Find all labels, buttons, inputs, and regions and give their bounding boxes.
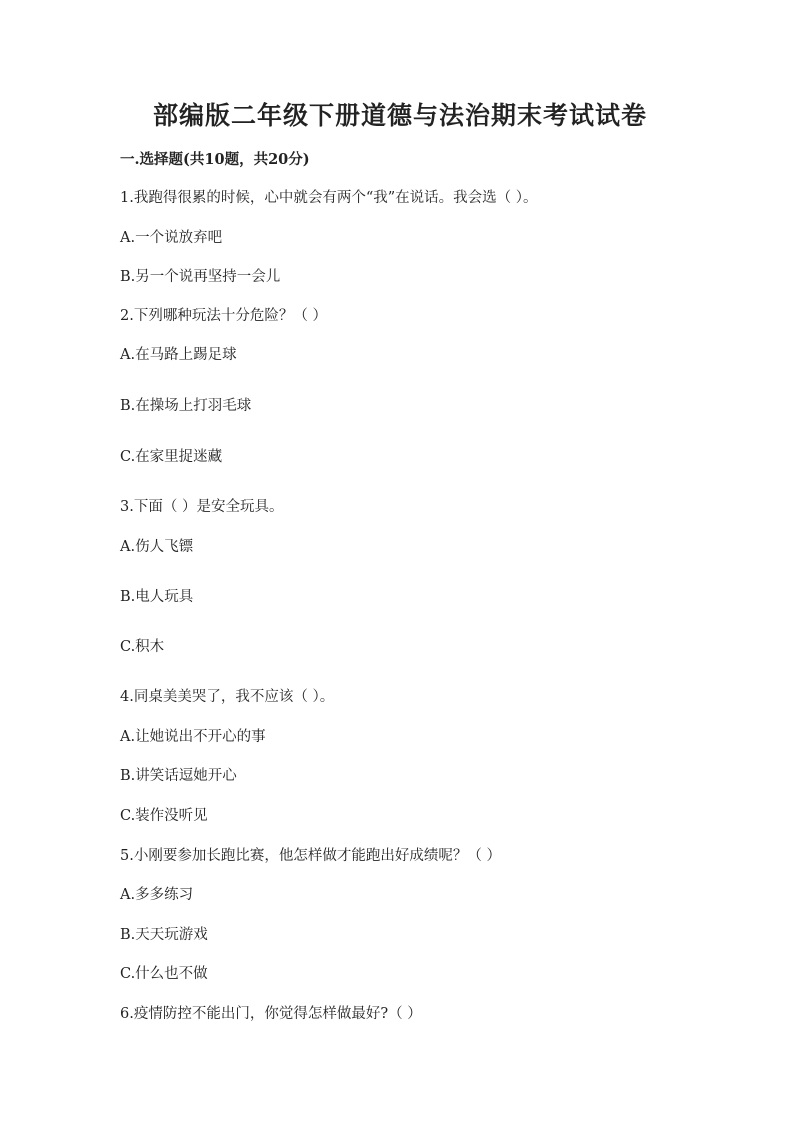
- question-4: 4.同桌美美哭了，我不应该（ ）。: [120, 689, 335, 705]
- question-3: 3.下面（ ）是安全玩具。: [120, 499, 284, 515]
- q4-option-b: B.讲笑话逗她开心: [120, 768, 237, 784]
- q3-option-b: B.电人玩具: [120, 589, 194, 605]
- q5-option-c: C.什么也不做: [120, 966, 208, 982]
- q2-option-a: A.在马路上踢足球: [120, 347, 237, 363]
- q4-option-a: A.让她说出不开心的事: [120, 729, 266, 745]
- q1-option-a: A.一个说放弃吧: [120, 230, 223, 246]
- q1-option-b: B.另一个说再坚持一会儿: [120, 269, 281, 285]
- question-5: 5.小刚要参加长跑比赛，他怎样做才能跑出好成绩呢？（ ）: [120, 848, 501, 864]
- q2-option-b: B.在操场上打羽毛球: [120, 398, 252, 414]
- q3-option-a: A.伤人飞镖: [120, 539, 194, 555]
- question-1: 1.我跑得很累的时候，心中就会有两个“我”在说话。我会选（ ）。: [120, 190, 538, 206]
- question-6: 6.疫情防控不能出门，你觉得怎样做最好?（ ）: [120, 1006, 422, 1022]
- page-title: 部编版二年级下册道德与法治期末考试试卷: [152, 101, 647, 130]
- q4-option-c: C.装作没听见: [120, 808, 208, 824]
- section-heading: 一.选择题(共10题，共20分): [120, 151, 310, 168]
- q5-option-a: A.多多练习: [120, 887, 194, 903]
- question-2: 2.下列哪种玩法十分危险？（ ）: [120, 308, 327, 324]
- q3-option-c: C.积木: [120, 639, 165, 655]
- q5-option-b: B.天天玩游戏: [120, 927, 208, 943]
- q2-option-c: C.在家里捉迷藏: [120, 449, 223, 465]
